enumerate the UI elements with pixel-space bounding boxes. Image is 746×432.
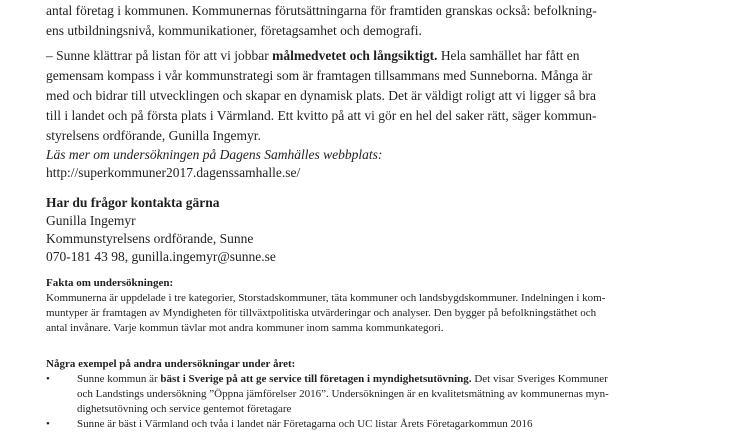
survey-bullet-text (77, 372, 716, 417)
read-more-note (46, 146, 716, 182)
text-line (46, 291, 716, 306)
text-line (46, 86, 716, 106)
text-segment: – Sunne klättrar på listan för att vi jobbar (46, 48, 273, 63)
other-surveys-section (46, 357, 716, 432)
text-line (46, 66, 716, 86)
paragraph-quote-gunilla-ingemyr (46, 46, 716, 146)
text-line (46, 21, 716, 41)
italic-text-segment: Läs mer om undersökningen på Dagens Samhälles webbplats: (46, 147, 383, 162)
bold-text-segment: bäst i Sverige på att ge service till företagen i myndighetsutövning. (160, 373, 472, 385)
bullet-icon: • (46, 418, 50, 430)
text-segment: gemensam kompass i vår kommunstrategi som är framtagen tillsammans med Sunneborna. Många är (46, 68, 593, 83)
text-segment: Kommunstyrelsens ordförande, Sunne (46, 231, 254, 246)
bold-text-segment: Fakta om undersökningen: (46, 277, 174, 289)
text-segment: Kommunerna är uppdelade i tre kategorier, Storstadskommuner, täta kommuner och landsbygdskommuner. Indelningen i kom- (46, 292, 606, 304)
text-line (46, 146, 716, 164)
text-line (77, 387, 716, 402)
text-segment: Hela samhället har fått en (437, 48, 580, 63)
text-line (77, 402, 716, 417)
text-segment: Det visar Sveriges Kommuner (471, 373, 608, 385)
text-line (77, 372, 716, 387)
text-segment: Gunilla Ingemyr (46, 213, 136, 228)
survey-bullet-text-clipped (77, 417, 716, 432)
text-line (77, 417, 716, 432)
text-line (46, 248, 716, 266)
text-line (46, 106, 716, 126)
text-line (46, 212, 716, 230)
other-surveys-heading (46, 357, 716, 372)
text-line (46, 46, 716, 66)
text-segment: Sunne kommun är (77, 373, 161, 385)
text-line (46, 276, 716, 291)
paragraph-survey-criteria (46, 1, 716, 41)
text-segment: antal invånare. Varje kommun tävlar mot andra kommuner inom samma kommunkategori. (46, 322, 444, 334)
bold-text-segment: Några exempel på andra undersökningar under året: (46, 358, 296, 370)
text-line (46, 306, 716, 321)
text-segment: och Landstings undersökning ”Öppna jämförelser 2016”. Undersökningen är en kvalitetsmätning av kommunernas myn- (77, 388, 609, 400)
contact-block (46, 194, 716, 266)
text-segment: styrelsens ordförande, Gunilla Ingemyr. (46, 128, 261, 143)
text-line (46, 357, 716, 372)
text-line (46, 164, 716, 182)
bullet-icon: • (46, 373, 50, 385)
text-segment: till i landet och på första plats i Värmland. Ett kvitto på att vi gör en hel del saker rätt, säger kommun- (46, 108, 597, 123)
text-segment: http://superkommuner2017.dagenssamhalle.se/ (46, 165, 301, 180)
text-line (46, 194, 716, 212)
text-segment: ens utbildningsnivå, kommunikationer, företagsamhet och demografi. (46, 23, 422, 38)
text-segment: muntyper är framtagen av Myndigheten för tillväxtpolitiska utvärderingar och analyser. Den bygger på befolkningstäthet och (46, 307, 597, 319)
survey-bullet-item (46, 372, 716, 417)
bold-text-segment: målmedvetet och långsiktigt. (272, 48, 438, 63)
bold-text-segment: Har du frågor kontakta gärna (46, 195, 220, 210)
text-line (46, 126, 716, 146)
text-segment: dighetsutövning och service gentemot företagare (77, 403, 292, 415)
survey-bullet-item-clipped (46, 417, 716, 432)
text-line (46, 230, 716, 248)
text-segment: med och bidrar till utvecklingen och skapar en dynamisk plats. Det är väldigt roligt att vi ligger så bra (46, 88, 596, 103)
text-line (46, 321, 716, 336)
text-line (46, 1, 716, 21)
text-segment: Sunne är bäst i Värmland och tvåa i landet när Företagarna och UC listar Årets Företagarkommun 2016 (77, 418, 533, 430)
text-segment: 070-181 43 98, gunilla.ingemyr@sunne.se (46, 249, 276, 264)
text-segment: antal företag i kommunen. Kommunernas förutsättningarna för framtiden granskas också: befolkning- (46, 3, 597, 18)
facts-about-survey-section (46, 276, 716, 336)
